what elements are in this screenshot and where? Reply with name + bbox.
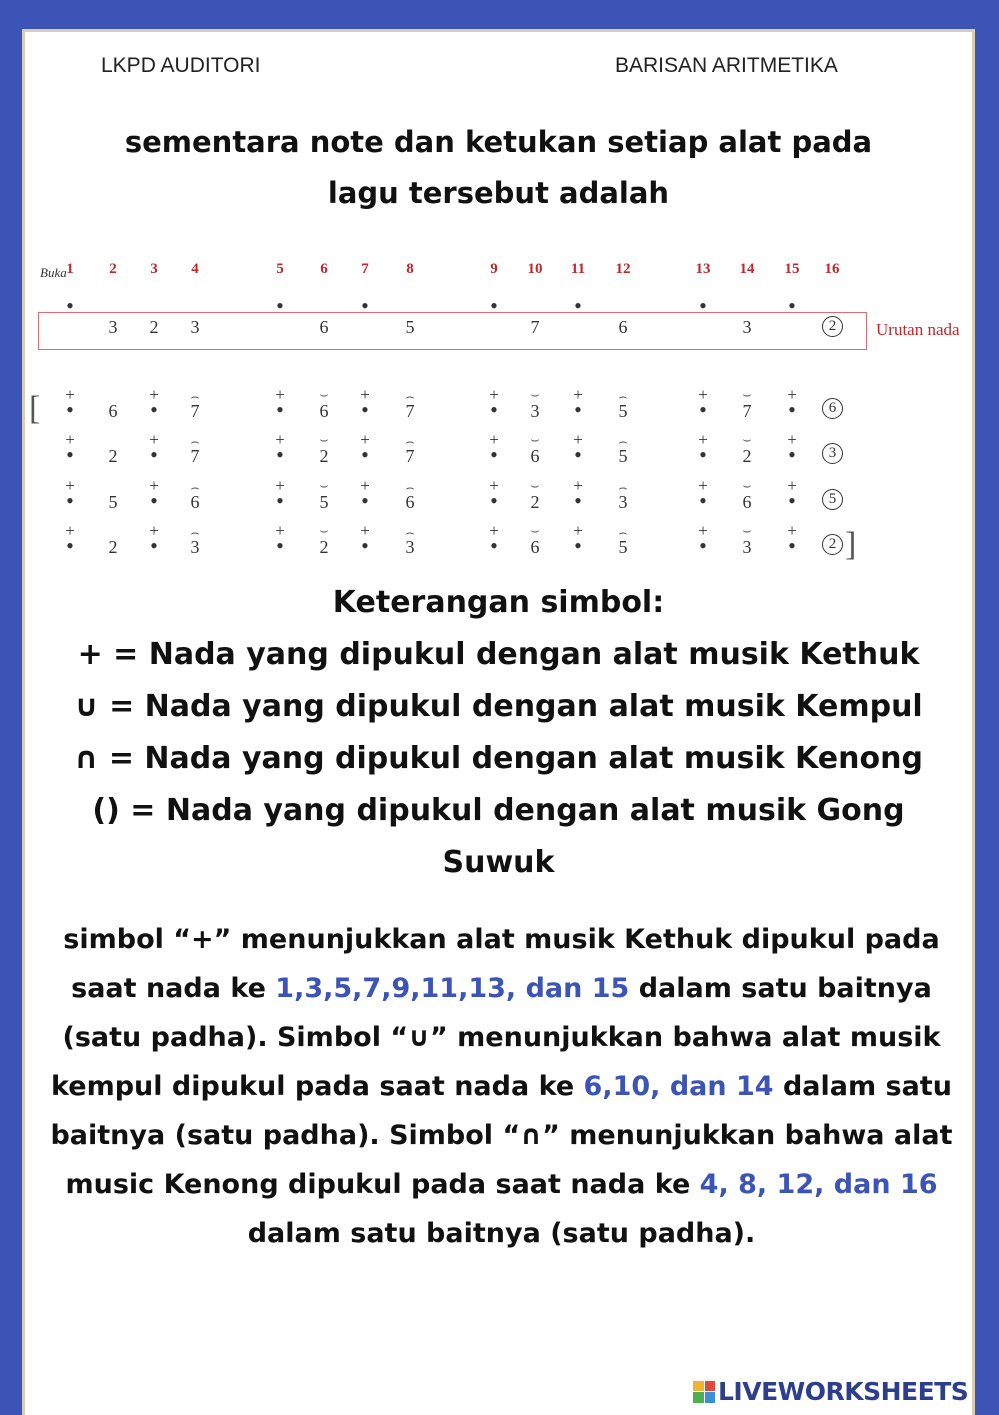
note-digit: 2 [108, 537, 118, 557]
kethuk-plus-mark: + [360, 476, 370, 495]
kethuk-plus-mark: + [149, 476, 159, 495]
order-number: 3 [150, 261, 158, 277]
order-number: 6 [320, 261, 328, 277]
buka-rest-dot: • [699, 293, 707, 318]
note-dot: • [276, 442, 284, 467]
note-digit: 2 [319, 446, 329, 466]
buka-rest-dot: • [361, 293, 369, 318]
buka-rest-dot: • [574, 293, 582, 318]
brand-text: LIVEWORKSHEETS [718, 1377, 969, 1406]
legend-kempul: ∪ = Nada yang dipukul dengan alat musik Kempul [74, 689, 923, 724]
kempul-mark: ⌣ [319, 388, 329, 403]
kenong-mark: ⌢ [618, 481, 628, 496]
note-digit: 5 [108, 492, 118, 512]
note-digit: 6 [108, 401, 118, 421]
order-number: 11 [570, 261, 586, 277]
note-dot: • [66, 488, 74, 513]
note-dot: • [490, 533, 498, 558]
note-dot: • [66, 397, 74, 422]
kethuk-plus-mark: + [65, 430, 75, 449]
kempul-mark: ⌣ [319, 524, 329, 539]
order-number: 12 [615, 261, 631, 277]
headline-line-1: sementara note dan ketukan setiap alat pada [124, 125, 873, 159]
kethuk-plus-mark: + [489, 476, 499, 495]
buka-note: 3 [190, 317, 200, 337]
note-digit: 6 [319, 401, 329, 421]
note-dot: • [574, 488, 582, 513]
kethuk-plus-mark: + [698, 521, 708, 540]
note-digit: 3 [405, 537, 415, 557]
kethuk-plus-mark: + [489, 521, 499, 540]
buka-gong-circle: 2 [822, 316, 843, 337]
gamelan-notation [29, 260, 985, 563]
note-digit: 3 [530, 401, 540, 421]
kethuk-plus-mark: + [275, 521, 285, 540]
kethuk-plus-mark: + [149, 385, 159, 404]
buka-note: 3 [742, 317, 752, 337]
kethuk-plus-mark: + [360, 385, 370, 404]
kenong-mark: ⌢ [405, 481, 415, 496]
kethuk-plus-mark: + [573, 385, 583, 404]
repeat-open-bracket: [ [29, 390, 41, 427]
legend-gong: () = Nada yang dipukul dengan alat musik Gong [92, 793, 905, 828]
note-dot: • [699, 488, 707, 513]
note-dot: • [66, 442, 74, 467]
kethuk-plus-mark: + [360, 521, 370, 540]
order-label: Urutan nada [876, 320, 960, 339]
note-dot: • [490, 397, 498, 422]
note-digit: 7 [405, 401, 415, 421]
buka-note: 6 [618, 317, 628, 337]
legend-gong-cont: Suwuk [442, 845, 555, 880]
note-dot: • [361, 488, 369, 513]
note-digit: 6 [405, 492, 415, 512]
note-digit: 5 [618, 401, 628, 421]
note-dot: • [490, 442, 498, 467]
buka-note: 6 [319, 317, 329, 337]
note-dot: • [574, 533, 582, 558]
kempul-mark: ⌣ [319, 433, 329, 448]
note-digit: 2 [742, 446, 752, 466]
kethuk-plus-mark: + [275, 385, 285, 404]
note-digit: 2 [530, 492, 540, 512]
kethuk-plus-mark: + [275, 430, 285, 449]
note-dot: • [361, 442, 369, 467]
kenong-mark: ⌢ [190, 435, 200, 450]
note-dot: • [150, 533, 158, 558]
note-dot: • [699, 397, 707, 422]
kethuk-plus-mark: + [489, 385, 499, 404]
explanation-paragraph [35, 915, 968, 1258]
note-digit: 3 [190, 537, 200, 557]
note-dot: • [276, 488, 284, 513]
header-right: BARISAN ARITMETIKA [615, 54, 838, 77]
note-dot: • [574, 442, 582, 467]
kethuk-plus-mark: + [65, 521, 75, 540]
order-number: 4 [191, 261, 199, 277]
buka-rest-dot: • [490, 293, 498, 318]
note-dot: • [788, 397, 796, 422]
buka-note: 5 [405, 317, 415, 337]
note-digit: 5 [618, 446, 628, 466]
kethuk-plus-mark: + [698, 476, 708, 495]
note-dot: • [788, 488, 796, 513]
kempul-mark: ⌣ [742, 524, 752, 539]
kethuk-plus-mark: + [149, 521, 159, 540]
note-dot: • [276, 533, 284, 558]
buka-note: 3 [108, 317, 118, 337]
order-number: 7 [361, 261, 369, 277]
kempul-mark: ⌣ [530, 524, 540, 539]
note-dot: • [788, 442, 796, 467]
header-left: LKPD AUDITORI [101, 54, 261, 77]
note-digit: 7 [190, 401, 200, 421]
kempul-mark: ⌣ [319, 479, 329, 494]
kenong-mark: ⌢ [190, 390, 200, 405]
order-number: 2 [109, 261, 117, 277]
kethuk-plus-mark: + [787, 385, 797, 404]
buka-rest-dot: • [66, 293, 74, 318]
kethuk-plus-mark: + [698, 385, 708, 404]
order-number: 15 [784, 261, 800, 277]
note-dot: • [150, 488, 158, 513]
order-number: 16 [824, 261, 840, 277]
legend-title: Keterangan simbol: [332, 585, 665, 620]
buka-rest-dot: • [276, 293, 284, 318]
kenong-mark: ⌢ [405, 526, 415, 541]
kempul-mark: ⌣ [530, 433, 540, 448]
para-text-4: dalam satu baitnya (satu padha). [247, 1218, 756, 1249]
para-text-1: simbol “+” menunjukkan alat musik Kethuk dipukul pada saat nada ke [63, 924, 940, 1004]
kenong-mark: ⌢ [405, 390, 415, 405]
note-digit: 6 [530, 537, 540, 557]
gong-circle: 5 [822, 489, 843, 510]
kenong-positions: 4, 8, 12, dan 16 [699, 1169, 938, 1200]
note-digit: 7 [190, 446, 200, 466]
kethuk-plus-mark: + [65, 385, 75, 404]
kempul-mark: ⌣ [530, 388, 540, 403]
note-digit: 2 [319, 537, 329, 557]
note-dot: • [150, 442, 158, 467]
note-dot: • [490, 488, 498, 513]
note-digit: 6 [530, 446, 540, 466]
order-number: 9 [490, 261, 498, 277]
liveworksheets-logo-icon [693, 1381, 715, 1403]
kenong-mark: ⌢ [190, 481, 200, 496]
kethuk-plus-mark: + [698, 430, 708, 449]
kethuk-plus-mark: + [573, 476, 583, 495]
gong-circle: 2 [822, 534, 843, 555]
note-dot: • [276, 397, 284, 422]
kethuk-plus-mark: + [65, 476, 75, 495]
kethuk-plus-mark: + [360, 430, 370, 449]
kethuk-plus-mark: + [573, 430, 583, 449]
symbol-legend [25, 577, 972, 889]
note-digit: 3 [618, 492, 628, 512]
buka-rest-dot: • [788, 293, 796, 318]
note-digit: 3 [742, 537, 752, 557]
order-number: 13 [695, 261, 711, 277]
note-digit: 2 [108, 446, 118, 466]
note-dot: • [699, 533, 707, 558]
buka-note: 2 [149, 317, 159, 337]
kenong-mark: ⌢ [405, 435, 415, 450]
kethuk-positions: 1,3,5,7,9,11,13, dan 15 [275, 973, 630, 1004]
note-dot: • [66, 533, 74, 558]
note-digit: 5 [319, 492, 329, 512]
kethuk-plus-mark: + [573, 521, 583, 540]
note-dot: • [361, 397, 369, 422]
kenong-mark: ⌢ [618, 435, 628, 450]
order-number: 8 [406, 261, 414, 277]
kempul-mark: ⌣ [742, 388, 752, 403]
kethuk-plus-mark: + [489, 430, 499, 449]
repeat-close-bracket: ] [845, 526, 857, 563]
buka-note: 7 [530, 317, 540, 337]
note-digit: 6 [190, 492, 200, 512]
note-dot: • [361, 533, 369, 558]
order-number: 14 [739, 261, 755, 277]
buka-label: Buka [40, 265, 67, 280]
kethuk-plus-mark: + [149, 430, 159, 449]
note-dot: • [574, 397, 582, 422]
liveworksheets-brand [693, 1377, 968, 1406]
kethuk-plus-mark: + [275, 476, 285, 495]
kethuk-plus-mark: + [787, 430, 797, 449]
order-number: 10 [527, 261, 543, 277]
note-dot: • [788, 533, 796, 558]
order-number: 5 [276, 261, 284, 277]
kempul-mark: ⌣ [742, 479, 752, 494]
headline-line-2: lagu tersebut adalah [327, 176, 670, 210]
legend-kenong: ∩ = Nada yang dipukul dengan alat musik Kenong [74, 741, 923, 776]
kethuk-plus-mark: + [787, 521, 797, 540]
kempul-mark: ⌣ [530, 479, 540, 494]
para-text-2: dalam satu baitnya (satu padha). Simbol “∪” menunjukkan bahwa alat musik kempul dipukul pada saat nada ke [51, 973, 941, 1102]
gong-circle: 3 [822, 443, 843, 464]
kempul-mark: ⌣ [742, 433, 752, 448]
kenong-mark: ⌢ [618, 526, 628, 541]
note-digit: 5 [618, 537, 628, 557]
kempul-positions: 6,10, dan 14 [583, 1071, 774, 1102]
note-dot: • [699, 442, 707, 467]
kenong-mark: ⌢ [190, 526, 200, 541]
order-number: 1 [66, 261, 74, 277]
kethuk-plus-mark: + [787, 476, 797, 495]
worksheet-page [22, 29, 975, 1415]
para-text-3: dalam satu baitnya (satu padha). Simbol “∩” menunjukkan bahwa alat music Kenong dipukul pada saat nada ke [50, 1071, 953, 1200]
legend-kethuk: + = Nada yang dipukul dengan alat musik Kethuk [77, 637, 920, 672]
note-digit: 6 [742, 492, 752, 512]
note-digit: 7 [405, 446, 415, 466]
note-dot: • [150, 397, 158, 422]
note-digit: 7 [742, 401, 752, 421]
gong-circle: 6 [822, 398, 843, 419]
kenong-mark: ⌢ [618, 390, 628, 405]
